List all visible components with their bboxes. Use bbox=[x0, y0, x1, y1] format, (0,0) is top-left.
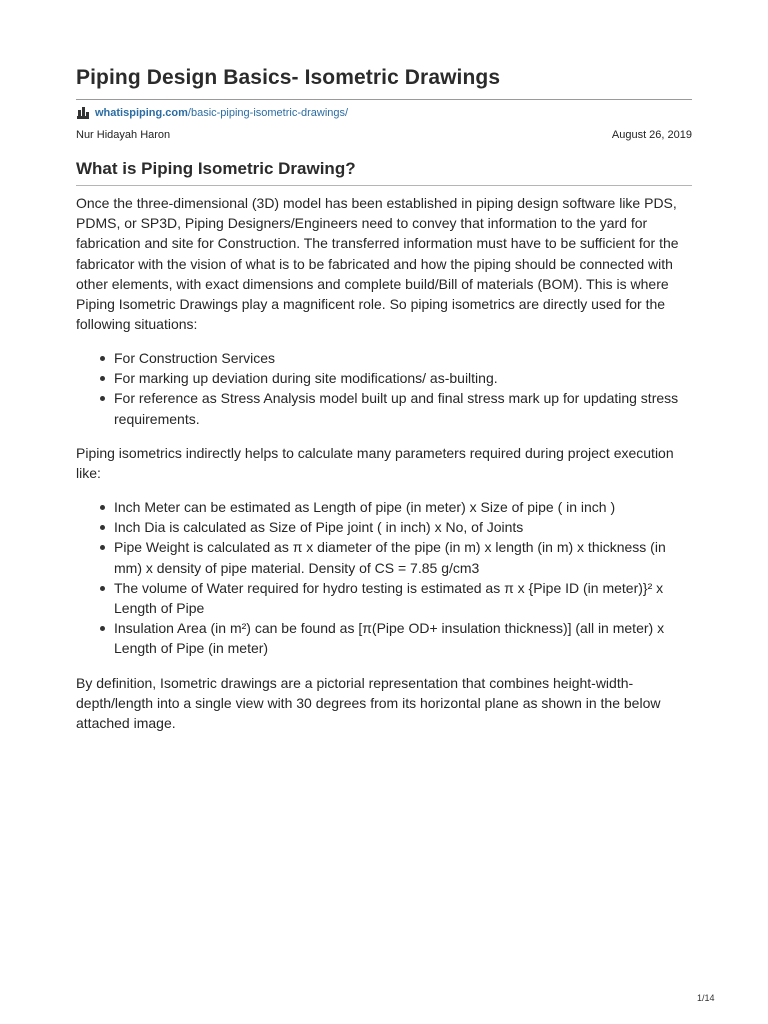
title-divider bbox=[76, 99, 692, 100]
page-title: Piping Design Basics- Isometric Drawings bbox=[76, 66, 501, 89]
section-heading: What is Piping Isometric Drawing? bbox=[76, 159, 356, 178]
definition-paragraph: By definition, Isometric drawings are a pictorial representation that combines height-width-depth/length into a single view with 30 degrees from its horizontal plane as shown in the below attached image. bbox=[76, 675, 661, 732]
list-item: For marking up deviation during site modifications/ as-builting. bbox=[76, 368, 692, 388]
source-domain[interactable]: whatispiping.com bbox=[95, 107, 188, 119]
intro-paragraph: Once the three-dimensional (3D) model has been established in piping design software like PDS, PDMS, or SP3D, Piping Designers/Engineers need to convey that information to the yard for fabrication and site for Construction. The transferred information must have to be sufficient for the fabricator with the vision of what is to be fabricated and how the piping should be connected with other elements, with exact dimensions and complete build/Bill of materials (BOM). This is where Piping Isometric Drawings play a magnificent role. So piping isometrics are directly used for the following situations: bbox=[76, 195, 679, 333]
author-name: Nur Hidayah Haron bbox=[76, 129, 171, 141]
article-meta bbox=[76, 129, 692, 141]
source-link[interactable] bbox=[76, 106, 348, 120]
source-path[interactable]: /basic-piping-isometric-drawings/ bbox=[187, 107, 349, 119]
list-item: Insulation Area (in m²) can be found as [π(Pipe OD+ insulation thickness)] (all in meter) x Length of Pipe (in meter) bbox=[76, 618, 692, 658]
site-logo-icon bbox=[76, 106, 90, 120]
section-divider bbox=[76, 185, 692, 186]
list-item: Pipe Weight is calculated as π x diameter of the pipe (in m) x length (in m) x thickness (in mm) x density of pipe material. Density of CS = 7.85 g/cm3 bbox=[76, 537, 692, 577]
page-number: 1/14 bbox=[697, 993, 715, 1003]
indirect-paragraph: Piping isometrics indirectly helps to calculate many parameters required during project execution like: bbox=[76, 445, 674, 482]
list-item: For Construction Services bbox=[76, 348, 692, 368]
parameters-list bbox=[76, 497, 692, 659]
publish-date: August 26, 2019 bbox=[611, 129, 692, 141]
list-item: Inch Dia is calculated as Size of Pipe joint ( in inch) x No, of Joints bbox=[76, 517, 692, 537]
list-item: Inch Meter can be estimated as Length of pipe (in meter) x Size of pipe ( in inch ) bbox=[76, 497, 692, 517]
list-item: For reference as Stress Analysis model built up and final stress mark up for updating stress requirements. bbox=[76, 388, 692, 428]
uses-list bbox=[76, 348, 692, 429]
list-item: The volume of Water required for hydro testing is estimated as π x {Pipe ID (in meter)}² x Length of Pipe bbox=[76, 578, 692, 618]
